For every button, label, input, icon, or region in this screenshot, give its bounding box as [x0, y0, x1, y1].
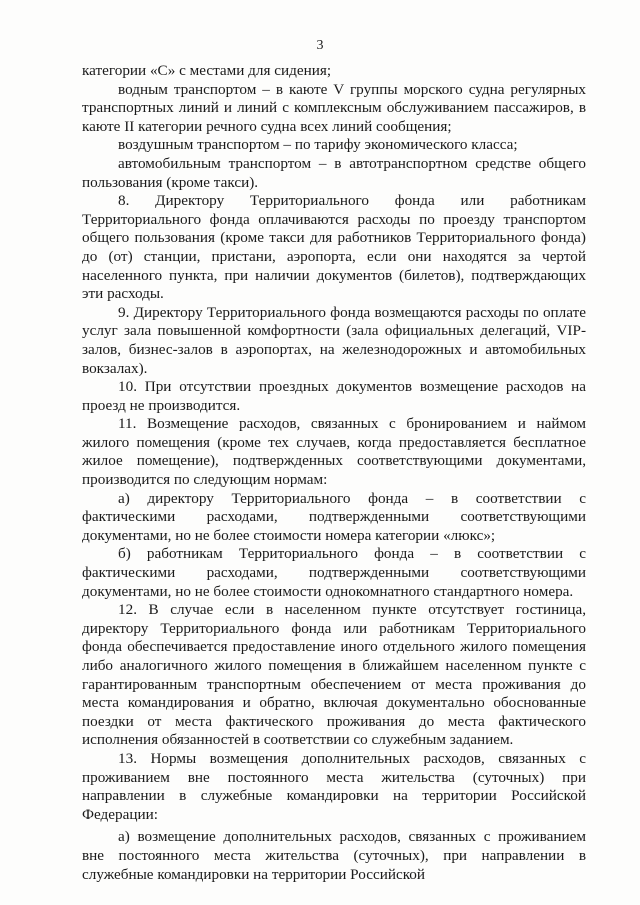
paragraph-item-12: 12. В случае если в населенном пункте отсутствует гостиница, директору Территориального фонда или работникам Территориального фонда обеспечивается предоставление иного отдельного жилого помещения либо аналогичного жилого помещения в ближайшем населенном пункте с гарантированным транспортным обеспечением от места проживания до места командирования и обратно, включая документально обоснованные поездки от места фактического проживания до места фактического исполнения обязанностей в соответствии со служебным заданием. [82, 601, 586, 749]
paragraph-item-11-b: б) работникам Территориального фонда – в соответствии с фактическими расходами, подтвержденными соответствующими документами, но не более стоимости однокомнатного стандартного номера. [82, 545, 586, 600]
paragraph-item-13-a: а) возмещение дополнительных расходов, связанных с проживанием вне постоянного места жительства (суточных), при направлении в служебные командировки на территории Российской [82, 828, 586, 883]
paragraph-item-10: 10. При отсутствии проездных документов возмещение расходов на проезд не производится. [82, 378, 586, 414]
paragraph-item-11: 11. Возмещение расходов, связанных с бронированием и наймом жилого помещения (кроме тех случаев, когда предоставляется бесплатное жилое помещение), подтвержденных соответствующими документами, производится по следующим нормам: [82, 415, 586, 489]
paragraph-water-transport: водным транспортом – в каюте V группы морского судна регулярных транспортных линий и линий с комплексным обслуживанием пассажиров, в каюте II категории речного судна всех линий сообщения; [82, 80, 586, 135]
document-body [82, 62, 586, 884]
paragraph-road-transport: автомобильным транспортом – в автотранспортном средстве общего пользования (кроме такси). [82, 154, 586, 191]
paragraph-item-8: 8. Директору Территориального фонда или работникам Территориального фонда оплачиваются расходы по проезду транспортом общего пользования (кроме такси для работников Территориального фонда) до (от) станции, пристани, аэропорта, если они находятся за чертой населенного пункта, при наличии документов (билетов), подтверждающих эти расходы. [82, 192, 586, 303]
paragraph-air-transport: воздушным транспортом – по тарифу экономического класса; [118, 136, 518, 154]
paragraph-category-c: категории «С» с местами для сидения; [82, 62, 332, 79]
page-number: 3 [316, 38, 324, 53]
paragraph-item-9: 9. Директору Территориального фонда возмещаются расходы по оплате услуг зала повышенной комфортности (зала официальных делегаций, VIP-залов, бизнес-залов в аэропортах, на железнодорожных и автомобильных вокзалах). [82, 303, 586, 377]
paragraph-item-13: 13. Нормы возмещения дополнительных расходов, связанных с проживанием вне постоянного места жительства (суточных) при направлении в служебные командировки на территории Российской Федерации: [82, 749, 586, 823]
paragraph-item-11-a: а) директору Территориального фонда – в соответствии с фактическими расходами, подтвержденными соответствующими документами, но не более стоимости номера категории «люкс»; [82, 489, 586, 544]
